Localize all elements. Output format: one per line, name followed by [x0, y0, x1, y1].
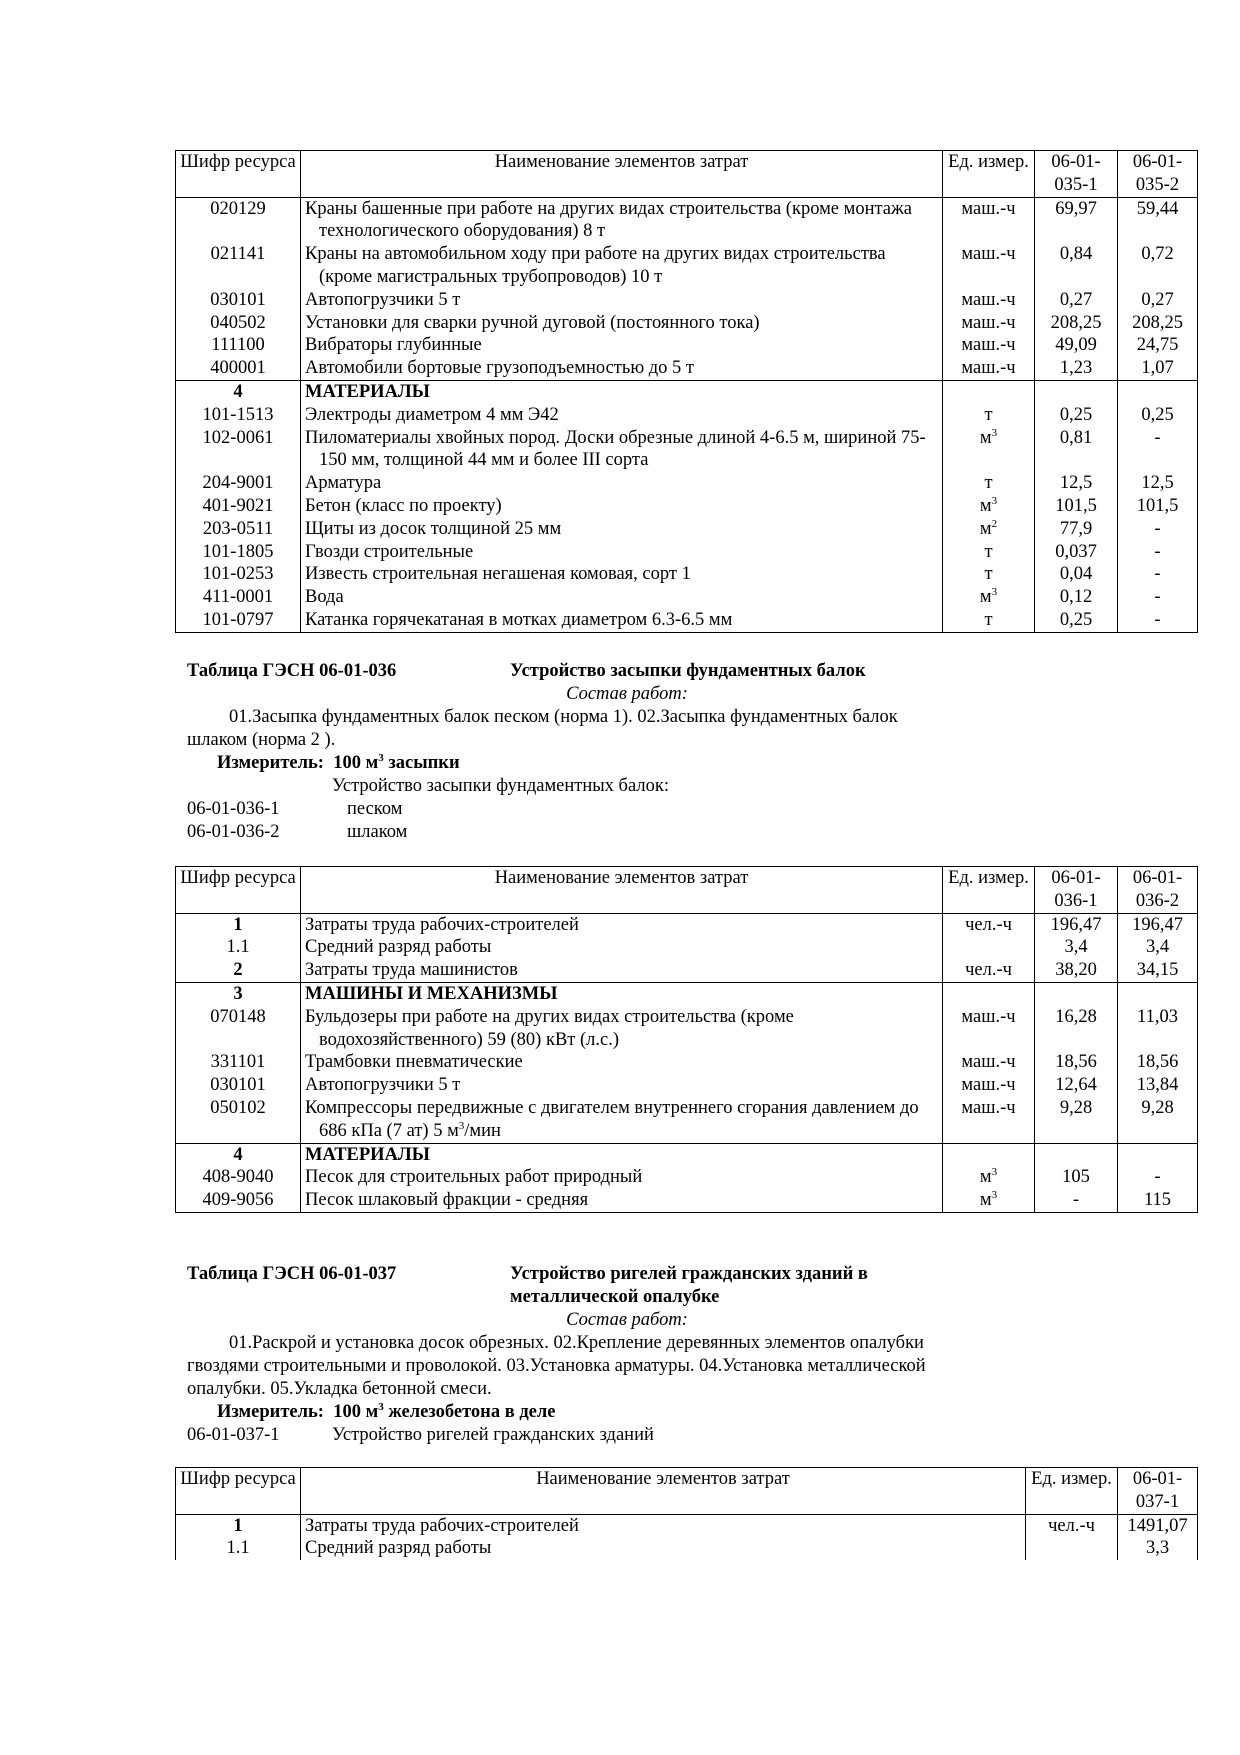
resource-name: Известь строительная негашеная комовая, сорт 1 [305, 564, 691, 585]
group-code: 3 [176, 982, 301, 1005]
value-cell: 3,3 [1118, 1537, 1198, 1560]
norm-name: шлаком [347, 822, 408, 842]
labor-group [176, 1514, 1198, 1560]
norm-item [187, 798, 1067, 821]
value-cell: 9,28 [1035, 1097, 1118, 1143]
machines-group [176, 197, 1198, 380]
value-cell: 18,56 [1035, 1051, 1118, 1074]
unit-exponent: 3 [991, 494, 998, 507]
header-col2: 06-01-035-2 [1118, 151, 1198, 198]
resource-name: Установки для сварки ручной дуговой (постоянного тока) [305, 312, 760, 333]
resource-name: Краны башенные при работе на других видах строительства (кроме монтажа технологического оборудования) 8 т [305, 198, 913, 242]
header-col1: 06-01-036-1 [1035, 867, 1118, 914]
code-cell: 2 [176, 959, 301, 982]
name-cell [301, 586, 943, 609]
table-row [176, 243, 1198, 289]
resource-name: Средний разряд работы [305, 937, 492, 958]
name-cell [301, 936, 943, 959]
resource-name: Затраты труда рабочих-строителей [305, 1515, 579, 1536]
name-cell [301, 1097, 943, 1143]
code-cell: 030101 [176, 1074, 301, 1097]
value-cell: 3,4 [1035, 936, 1118, 959]
unit-cell: маш.-ч [943, 357, 1035, 380]
name-cell [301, 1074, 943, 1097]
value-cell: - [1118, 563, 1198, 586]
unit-cell: чел.-ч [1026, 1514, 1118, 1537]
name-cell [301, 1189, 943, 1212]
value-cell: - [1118, 1166, 1198, 1189]
value-cell: 34,15 [1118, 959, 1198, 982]
value-cell: 69,97 [1035, 197, 1118, 243]
table-row [176, 563, 1198, 586]
unit-base: м [979, 1167, 992, 1188]
name-cell [301, 609, 943, 632]
name-cell [301, 357, 943, 380]
unit-cell: маш.-ч [943, 1006, 1035, 1052]
code-cell: 1 [176, 913, 301, 936]
table-row [176, 472, 1198, 495]
header-code: Шифр ресурса [176, 151, 301, 198]
value-cell: 12,64 [1035, 1074, 1118, 1097]
name-cell [301, 427, 943, 473]
value-cell: 105 [1035, 1166, 1118, 1189]
norm-code: 06-01-037-1 [187, 1425, 280, 1445]
code-cell: 111100 [176, 334, 301, 357]
unit-cell: маш.-ч [943, 312, 1035, 335]
name-cell [301, 1514, 1026, 1537]
header-col1: 06-01-037-1 [1118, 1468, 1198, 1515]
resource-name: Вибраторы глубинные [305, 335, 482, 356]
code-cell: 101-0253 [176, 563, 301, 586]
table-row [176, 312, 1198, 335]
table-header-row [176, 867, 1198, 914]
code-cell: 101-1513 [176, 404, 301, 427]
code-cell: 021141 [176, 243, 301, 289]
unit-cell: т [943, 563, 1035, 586]
group-title: МАТЕРИАЛЫ [301, 380, 943, 403]
table-row [176, 518, 1198, 541]
norm-code: 06-01-036-2 [187, 822, 280, 842]
resource-table-06-01-037 [175, 1467, 1198, 1560]
value-cell: 13,84 [1118, 1074, 1198, 1097]
header-code: Шифр ресурса [176, 867, 301, 914]
name-cell [301, 495, 943, 518]
unit-cell: т [943, 404, 1035, 427]
value-cell: 38,20 [1035, 959, 1118, 982]
value-cell: 24,75 [1118, 334, 1198, 357]
value-cell: 196,47 [1118, 913, 1198, 936]
name-cell [301, 289, 943, 312]
code-cell: 203-0511 [176, 518, 301, 541]
code-cell: 102-0061 [176, 427, 301, 473]
unit-cell [943, 1189, 1035, 1212]
name-cell [301, 197, 943, 243]
value-cell: 9,28 [1118, 1097, 1198, 1143]
meter-value: 100 м [333, 1402, 379, 1422]
unit-base: м [979, 587, 992, 608]
unit-cell: чел.-ч [943, 959, 1035, 982]
table-row [176, 495, 1198, 518]
unit-cell: маш.-ч [943, 334, 1035, 357]
code-cell: 408-9040 [176, 1166, 301, 1189]
resource-name: Затраты труда рабочих-строителей [305, 914, 579, 935]
resource-name: Автопогрузчики 5 т [305, 289, 461, 310]
code-cell: 400001 [176, 357, 301, 380]
work-text-line: опалубки. 05.Укладка бетонной смеси. [187, 1379, 492, 1399]
meter-value: 100 м [333, 753, 379, 773]
labor-group [176, 913, 1198, 982]
name-cell [301, 1537, 1026, 1560]
work-heading: Состав работ: [566, 684, 688, 704]
work-text-line: гвоздями строительными и проволокой. 03.Установка арматуры. 04.Установка металлической [187, 1356, 926, 1376]
value-cell: - [1118, 427, 1198, 473]
work-heading: Состав работ: [566, 1310, 688, 1330]
code-cell: 070148 [176, 1006, 301, 1052]
unit-base: м [979, 495, 992, 516]
table-row [176, 1051, 1198, 1074]
meter-sup: 3 [378, 1400, 384, 1413]
name-cell [301, 404, 943, 427]
name-cell [301, 1166, 943, 1189]
value-cell: 59,44 [1118, 197, 1198, 243]
unit-exponent: 3 [991, 1166, 998, 1179]
value-cell: 208,25 [1118, 312, 1198, 335]
value-cell: - [1035, 1189, 1118, 1212]
value-cell: 12,5 [1035, 472, 1118, 495]
header-unit: Ед. измер. [943, 867, 1035, 914]
norm-name: песком [347, 799, 403, 819]
code-cell: 030101 [176, 289, 301, 312]
header-col2: 06-01-036-2 [1118, 867, 1198, 914]
unit-exponent: 3 [991, 1189, 998, 1201]
name-cell [301, 913, 943, 936]
work-text-line: 01.Раскрой и установка досок обрезных. 02.Крепление деревянных элементов опалубки [229, 1333, 924, 1353]
table-row [176, 1006, 1198, 1052]
name-cell [301, 518, 943, 541]
table-row [176, 586, 1198, 609]
table-row [176, 913, 1198, 936]
code-cell: 101-0797 [176, 609, 301, 632]
table-caption [187, 660, 1067, 683]
resource-name: Песок шлаковый фракции - средняя [305, 1190, 589, 1211]
value-cell: 0,27 [1118, 289, 1198, 312]
value-cell: 0,12 [1035, 586, 1118, 609]
value-cell: - [1118, 586, 1198, 609]
group-code: 4 [176, 380, 301, 403]
code-cell: 040502 [176, 312, 301, 335]
value-cell: 0,25 [1035, 404, 1118, 427]
resource-name: Щиты из досок толщиной 25 мм [305, 518, 562, 539]
value-cell: 0,81 [1035, 427, 1118, 473]
work-text-line: шлаком (норма 2 ). [187, 730, 336, 750]
unit-cell: маш.-ч [943, 1051, 1035, 1074]
resource-name: Арматура [305, 473, 382, 494]
resource-name-suffix: /мин [464, 1120, 501, 1141]
group-title: МАШИНЫ И МЕХАНИЗМЫ [301, 982, 943, 1005]
header-name: Наименование элементов затрат [301, 1468, 1026, 1515]
table-row [176, 959, 1198, 982]
unit-cell: т [943, 541, 1035, 564]
name-cell [301, 334, 943, 357]
resource-name: Пиломатериалы хвойных пород. Доски обрезные длиной 4-6.5 м, шириной 75-150 мм, толщиной 44 мм и более III сорта [305, 427, 926, 471]
value-cell: 1,07 [1118, 357, 1198, 380]
value-cell: 0,72 [1118, 243, 1198, 289]
value-cell: 1,23 [1035, 357, 1118, 380]
work-text-line: 01.Засыпка фундаментных балок песком (норма 1). 02.Засыпка фундаментных балок [229, 707, 898, 727]
code-cell: 401-9021 [176, 495, 301, 518]
value-cell: - [1118, 541, 1198, 564]
table-row [176, 357, 1198, 380]
value-cell: 101,5 [1118, 495, 1198, 518]
table-row [176, 1074, 1198, 1097]
table-label: Таблица ГЭСН 06-01-037 [187, 1264, 397, 1284]
value-cell: 0,84 [1035, 243, 1118, 289]
unit-cell: маш.-ч [943, 243, 1035, 289]
unit-cell [1026, 1537, 1118, 1560]
resource-name: Краны на автомобильном ходу при работе на других видах строительства (кроме магистральных трубопроводов) 10 т [305, 244, 886, 287]
group-title-row [176, 1143, 1198, 1166]
table-title: Устройство ригелей гражданских зданий в [510, 1264, 868, 1284]
resource-name: Затраты труда машинистов [305, 960, 518, 981]
unit-base: м [979, 518, 992, 539]
name-cell [301, 959, 943, 982]
code-cell: 050102 [176, 1097, 301, 1143]
meter-sup: 3 [378, 751, 384, 764]
meter-label: Измеритель: [217, 1402, 324, 1422]
subtitle: Устройство засыпки фундаментных балок: [332, 776, 669, 796]
table-row [176, 936, 1198, 959]
header-code: Шифр ресурса [176, 1468, 301, 1515]
norm-name: Устройство ригелей гражданских зданий [332, 1425, 654, 1445]
table-row [176, 1537, 1198, 1560]
code-cell: 331101 [176, 1051, 301, 1074]
name-cell [301, 1006, 943, 1052]
resource-name: Бульдозеры при работе на других видах строительства (кроме водохозяйственного) 59 (80) кВт (л.с.) [305, 1006, 794, 1050]
meter-value-post: железобетона в деле [383, 1402, 556, 1422]
resource-name: Средний разряд работы [305, 1538, 492, 1559]
name-cell [301, 472, 943, 495]
table-row [176, 197, 1198, 243]
resource-name: Бетон (класс по проекту) [305, 495, 502, 516]
resource-name: Электроды диаметром 4 мм Э42 [305, 404, 559, 425]
value-cell: 11,03 [1118, 1006, 1198, 1052]
unit-cell [943, 586, 1035, 609]
table-row [176, 1514, 1198, 1537]
table-row [176, 1189, 1198, 1212]
group-title-row [176, 982, 1198, 1005]
group-title: МАТЕРИАЛЫ [301, 1143, 943, 1166]
unit-cell: чел.-ч [943, 913, 1035, 936]
table-label: Таблица ГЭСН 06-01-036 [187, 661, 397, 681]
value-cell: 16,28 [1035, 1006, 1118, 1052]
table-caption [187, 1263, 1067, 1286]
unit-base: м [979, 1190, 992, 1211]
unit-base: м [979, 427, 992, 448]
resource-name-text: Компрессоры передвижные с двигателем внутреннего сгорания давлением до 686 кПа (7 ат) 5 м [305, 1097, 919, 1141]
resource-name: Трамбовки пневматические [305, 1052, 523, 1073]
value-cell: 49,09 [1035, 334, 1118, 357]
code-cell: 020129 [176, 197, 301, 243]
unit-exponent: 3 [991, 426, 998, 439]
unit-cell [943, 427, 1035, 473]
group-code: 4 [176, 1143, 301, 1166]
norm-code: 06-01-036-1 [187, 799, 280, 819]
resource-name [305, 1097, 938, 1143]
resource-name: Гвозди строительные [305, 541, 474, 562]
resource-name: Автопогрузчики 5 т [305, 1075, 461, 1096]
resource-name: Вода [305, 587, 344, 608]
meter-line [187, 752, 1097, 775]
header-unit: Ед. измер. [1026, 1468, 1118, 1515]
table-row [176, 404, 1198, 427]
unit-cell: маш.-ч [943, 1074, 1035, 1097]
unit-cell [943, 936, 1035, 959]
table-row [176, 427, 1198, 473]
name-cell [301, 1051, 943, 1074]
value-cell: 18,56 [1118, 1051, 1198, 1074]
header-name: Наименование элементов затрат [301, 867, 943, 914]
unit-cell [943, 518, 1035, 541]
resource-name: Автомобили бортовые грузоподъемностью до 5 т [305, 358, 695, 379]
group-title-row [176, 380, 1198, 403]
header-name: Наименование элементов затрат [301, 151, 943, 198]
norm-item [187, 1424, 1067, 1447]
code-cell: 1 [176, 1514, 301, 1537]
meter-value-post: засыпки [383, 753, 460, 773]
machines-group [176, 982, 1198, 1143]
value-cell: 0,25 [1118, 404, 1198, 427]
code-cell: 1.1 [176, 1537, 301, 1560]
meter-label: Измеритель: [217, 753, 324, 773]
materials-group [176, 1143, 1198, 1212]
norm-item [187, 821, 1067, 844]
value-cell: 115 [1118, 1189, 1198, 1212]
value-cell: 208,25 [1035, 312, 1118, 335]
table-row [176, 334, 1198, 357]
unit-cell: маш.-ч [943, 289, 1035, 312]
value-cell: 1491,07 [1118, 1514, 1198, 1537]
unit-cell: т [943, 472, 1035, 495]
resource-name: Катанка горячекатаная в мотках диаметром 6.3-6.5 мм [305, 609, 733, 630]
code-cell: 411-0001 [176, 586, 301, 609]
value-cell: 0,04 [1035, 563, 1118, 586]
name-cell [301, 563, 943, 586]
unit-exponent: 2 [991, 517, 998, 530]
unit-cell: маш.-ч [943, 197, 1035, 243]
unit-exponent: 3 [991, 585, 998, 598]
value-cell: 0,037 [1035, 541, 1118, 564]
unit-cell: маш.-ч [943, 1097, 1035, 1143]
value-cell: - [1118, 609, 1198, 632]
value-cell: 77,9 [1035, 518, 1118, 541]
value-cell: 0,27 [1035, 289, 1118, 312]
resource-table-06-01-035 [175, 150, 1198, 633]
name-cell [301, 312, 943, 335]
value-cell: 196,47 [1035, 913, 1118, 936]
materials-group [176, 380, 1198, 632]
table-title-line2: металлической опалубке [510, 1287, 720, 1307]
table-row [176, 541, 1198, 564]
code-cell: 409-9056 [176, 1189, 301, 1212]
table-title: Устройство засыпки фундаментных балок [510, 661, 866, 681]
resource-name: Песок для строительных работ природный [305, 1167, 643, 1188]
table-row [176, 609, 1198, 632]
resource-table-06-01-036 [175, 866, 1198, 1213]
value-cell: 12,5 [1118, 472, 1198, 495]
table-header-row [176, 151, 1198, 198]
name-cell [301, 243, 943, 289]
header-col1: 06-01-035-1 [1035, 151, 1118, 198]
code-cell: 101-1805 [176, 541, 301, 564]
unit-cell [943, 1166, 1035, 1189]
unit-cell [943, 495, 1035, 518]
name-cell [301, 541, 943, 564]
code-cell: 1.1 [176, 936, 301, 959]
value-cell: 3,4 [1118, 936, 1198, 959]
table-row [176, 1097, 1198, 1143]
meter-line [187, 1401, 1097, 1424]
table-row [176, 289, 1198, 312]
value-cell: - [1118, 518, 1198, 541]
table-header-row [176, 1468, 1198, 1515]
unit-cell: т [943, 609, 1035, 632]
code-cell: 204-9001 [176, 472, 301, 495]
resource-name-exponent: 3 [458, 1119, 465, 1132]
value-cell: 101,5 [1035, 495, 1118, 518]
value-cell: 0,25 [1035, 609, 1118, 632]
table-row [176, 1166, 1198, 1189]
header-unit: Ед. измер. [943, 151, 1035, 198]
